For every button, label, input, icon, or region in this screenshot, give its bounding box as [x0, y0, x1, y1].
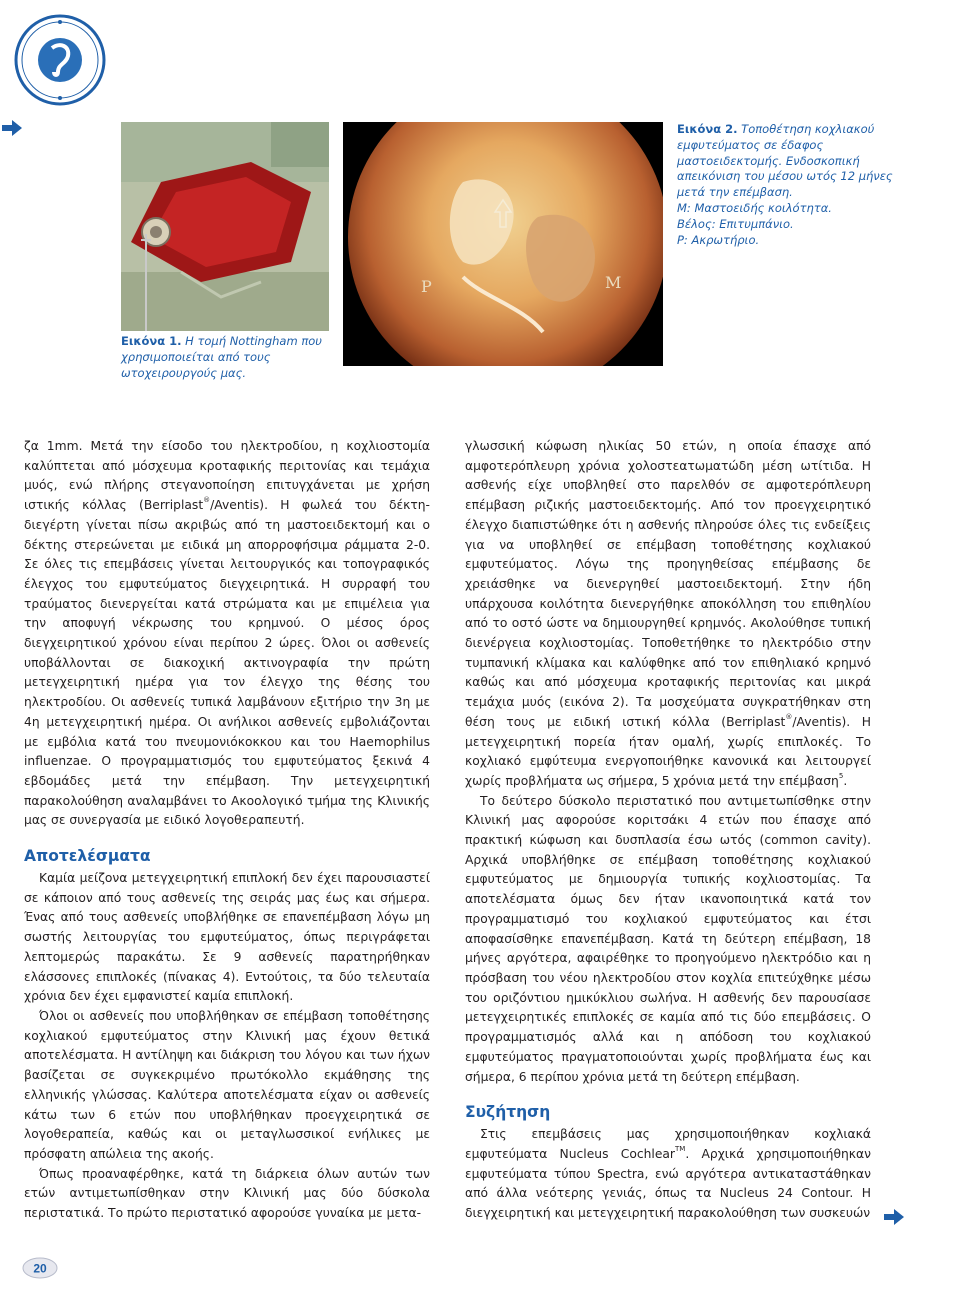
body-paragraph: Όπως προαναφέρθηκε, κατά τη διάρκεια όλων αυτών των ετών αντιμετωπίσθηκαν στην Κλινική μας δύο δύσκολα περιστατικά. Το πρώτο περιστατικό αφορούσε γυναίκα με μετα- — [24, 1166, 430, 1221]
body-paragraph: Όλοι οι ασθενείς που υποβλήθηκαν σε επέμβαση τοποθέτησης κοχλιακού εμφυτεύματος στην Κλινική μας έχουν θετικά αποτελέσματα. Η αντίληψη και διάκριση του λόγου και των ήχων βασίζεται σε συγκεκριμένο πρωτόκολλο εκμάθησης της ελληνικής γλώσσας. Καλύτερα αποτελέσματα είχαν οι ασθενείς κάτω των 6 ετών που υποβλήθηκαν προεγχειρητικά σε λογοθεραπεία, καθώς και οι μεταγλωσσικοί ενήλικες με πρόσφατη απώλεια της ακοής. — [24, 1008, 430, 1161]
figure-2-endoscopic-photo — [343, 122, 663, 366]
body-paragraph: Στις επεμβάσεις μας χρησιμοποιήθηκαν κοχλιακά εμφυτεύματα Nucleus Cochlear™. Αρχικά χρησιμοποιήθηκαν εμφυτεύματα τύπου Spectra, ενώ αργότερα αντικαταστάθηκαν από άλλα νεότερης γενιάς, όπως τα Nucleus 24 Contour. Η διεγχειρητική και μετεγχειρητική παρακολούθηση των συσκευών — [465, 1127, 871, 1221]
figure-2-caption — [677, 122, 902, 248]
body-paragraph: γλωσσική κώφωση ηλικίας 50 ετών, η οποία έπασχε από αμφοτερόπλευρη χρόνια χολοστεατωματώδη μέση ωτίτιδα. Η ασθενής είχε υποβληθεί στο παρελθόν σε αμφοτερόπλευρη επέμβαση ριζικής μαστοειδεκτομής. Από τον προεγχειρητικό έλεγχο διαπιστώθηκε ότι η ασθενής πληρούσε όλες τις ενδείξεις για να υποβληθεί σε επέμβαση τοποθέτησης κοχλιακού εμφυτεύματος. Λόγω της προηγηθείσας επέμβασης δε χρειάσθηκε να διενεργηθεί μαστοειδεκτομή. Στην ήδη υπάρχουσα κοιλότητα διενεργήθηκε αποκόλληση του επιθηλίου από το οστό ώστε να δημιουργηθεί κρημνός. Ακολούθησε τυπική διενέργεια κοχλιοστομίας. Τοποθετήθηκε το ηλεκτρόδιο στην τυμπανική κλίμακα και καλύφθηκε από τον επιθηλιακό κρημνό καθώς και από μόσχευμα κροταφικής περιτονίας και μικρά τεμάχια μυός (εικόνα 2). Τα μοσχεύματα συγκρατήθηκαν στη θέση τους με ειδική ιστική κόλλα (Berriplast®/Aventis). Η μετεγχειρητική πορεία ήταν ομαλή, χωρίς επιπλοκές. Το κοχλιακό εμφύτευμα ενεργοποιήθηκε κανονικά και λειτουργεί χωρίς προβλήματα ως σήμερα, 5 χρόνια μετά την επέμβαση$^5$. — [465, 439, 872, 788]
section-heading-results: Αποτελέσματα — [24, 847, 151, 866]
body-paragraph: Καμία μείζονα μετεγχειρητική επιπλοκή δεν έχει παρουσιαστεί σε κάποιον από τους ασθενείς της σειράς μας έως και σήμερα. Ένας από τους ασθενείς υποβλήθηκε σε επανεπέμβαση λόγω μη σωστής λειτουργίας του εμφυτεύματος, όπως περιγράφεται λεπτομερώς παρακάτω. Σε 9 ασθενείς παρατηρήθηκαν ελάσσονες επιπλοκές (πίνακας 4). Εντούτοις, τα δύο τελευταία χρόνια δεν έχει εμφανιστεί καμία επιπλοκή. — [24, 871, 430, 1004]
figure-1-surgical-photo — [121, 122, 329, 331]
right-column — [465, 437, 871, 1224]
figure-2-legend-m: Μ: Μαστοειδής κοιλότητα. — [677, 200, 832, 215]
figure-1-title: Εικόνα 1. — [121, 334, 182, 348]
figure-1-caption-text: Η τομή Nottingham που χρησιμοποιείται από τους ωτοχειρουργούς μας. — [121, 334, 322, 380]
society-logo — [14, 14, 106, 106]
page-number-badge — [22, 1257, 58, 1279]
page-number: 20 — [33, 1261, 47, 1276]
continuation-arrow-icon — [884, 1209, 904, 1225]
continuation-arrow-icon — [2, 120, 22, 136]
figure-2-title: Εικόνα 2. — [677, 122, 738, 136]
figure-2-caption-text: Τοποθέτηση κοχλιακού εμφυτεύματος σε έδαφος μαστοειδεκτομής. Ενδοσκοπική απεικόνιση του μέσου ωτός 12 μήνες μετά την επέμβαση. — [677, 122, 893, 200]
body-paragraph: Το δεύτερο δύσκολο περιστατικό που αντιμετωπίσθηκε στην Κλινική μας αφορούσε κοριτσάκι 4 ετών που έπασχε από πρακτική κώφωση και δυσπλασία έσω ωτός (common cavity). Αρχικά υποβλήθηκε σε επέμβαση τοποθέτησης κοχλιακού εμφυτεύματος με δημιουργία τυπικής κοχλιοστομίας. Τα αποτελέσματα όμως δεν ήταν ικανοποιητικά κατά τον προγραμματισμό του κοχλιακού εμφυτεύματος και έτσι αποφασίσθηκε επανεπέμβαση. Κατά τη δεύτερη επέμβαση, 18 μήνες αργότερα, αφαιρέθηκε το προηγούμενο ηλεκτρόδιο και η πρόσβαση του νέου ηλεκτροδίου στον κοχλία επιτεύχθηκε μέσω του οριζόντιου ημικύκλιου σωλήνα. Η ασθενής δεν παρουσίασε μετεγχειρητικές επιπλοκές σε καμία από τις δύο επεμβάσεις. Ο προγραμματισμός αλλά και η απόδοση του κοχλιακού εμφυτεύματος πραγματοποιούνται χωρίς προβλήματα έως και σήμερα, 6 περίπου χρόνια μετά τη δεύτερη επέμβαση. — [465, 793, 871, 1084]
figure-2-legend-p: Ρ: Ακρωτήριο. — [677, 232, 760, 247]
figure-2-legend-arrow: Βέλος: Επιτυμπάνιο. — [677, 216, 794, 231]
label-p: P — [421, 277, 432, 296]
body-paragraph: ζα 1mm. Μετά την είσοδο του ηλεκτροδίου, η κοχλιοστομία καλύπτεται από μόσχευμα κροταφικής περιτονίας και τεμάχια μυός, ενώ πλήρης στεγανοποίηση επιτυγχάνεται με χρήση ιστικής κόλλας (Berriplast®/Aventis). Η φωλεά του δέκτη-διεγέρτη γίνεται πίσω ακριβώς από τη μαστοειδεκτομή και ο δέκτης στερεώνεται με ειδικά μη απορροφήσιμα ράμματα 2-0. Σε όλες τις επεμβάσεις γίνεται λειτουργικός και τοπογραφικός έλεγχος του εμφυτεύματος διεγχειρητικά. Η συρραφή του τραύματος διενεργείται κατά στρώματα και με επιμέλεια για την αποφυγή νέκρωσης του κρημνού. Ο μέσος όρος διεγχειρητικού χρόνου είναι περίπου 2 ώρες. Όλοι οι ασθενείς υποβάλλονται σε διακοχική ακτινογραφία την πρώτη μετεγχειρητική ημέρα για τον έλεγχο της θέσης του ηλεκτροδίου. Οι ασθενείς τυπικά λαμβάνουν εξιτήριο την 3η με 4η μετεγχειρητική ημέρα. Οι ανήλικοι ασθενείς εμβολιάζονται με εμβόλια κατά του πνευμονιόκοκκου και του Haemophilus influenzae. Ο προγραμματισμός του εμφυτεύματος ξεκινά 4 εβδομάδες μετά την επέμβαση. Την μετεγχειρητική παρακολούθηση αναλαμβάνει το Ακοολογικό τμήμα της Κλινικής μας σε συνεργασία με ειδικό λογοθεραπευτή. — [24, 439, 430, 828]
label-m: M — [605, 273, 622, 292]
section-heading-discussion: Συζήτηση — [465, 1103, 551, 1122]
figure-1-caption — [121, 334, 336, 381]
left-column — [24, 437, 430, 1224]
